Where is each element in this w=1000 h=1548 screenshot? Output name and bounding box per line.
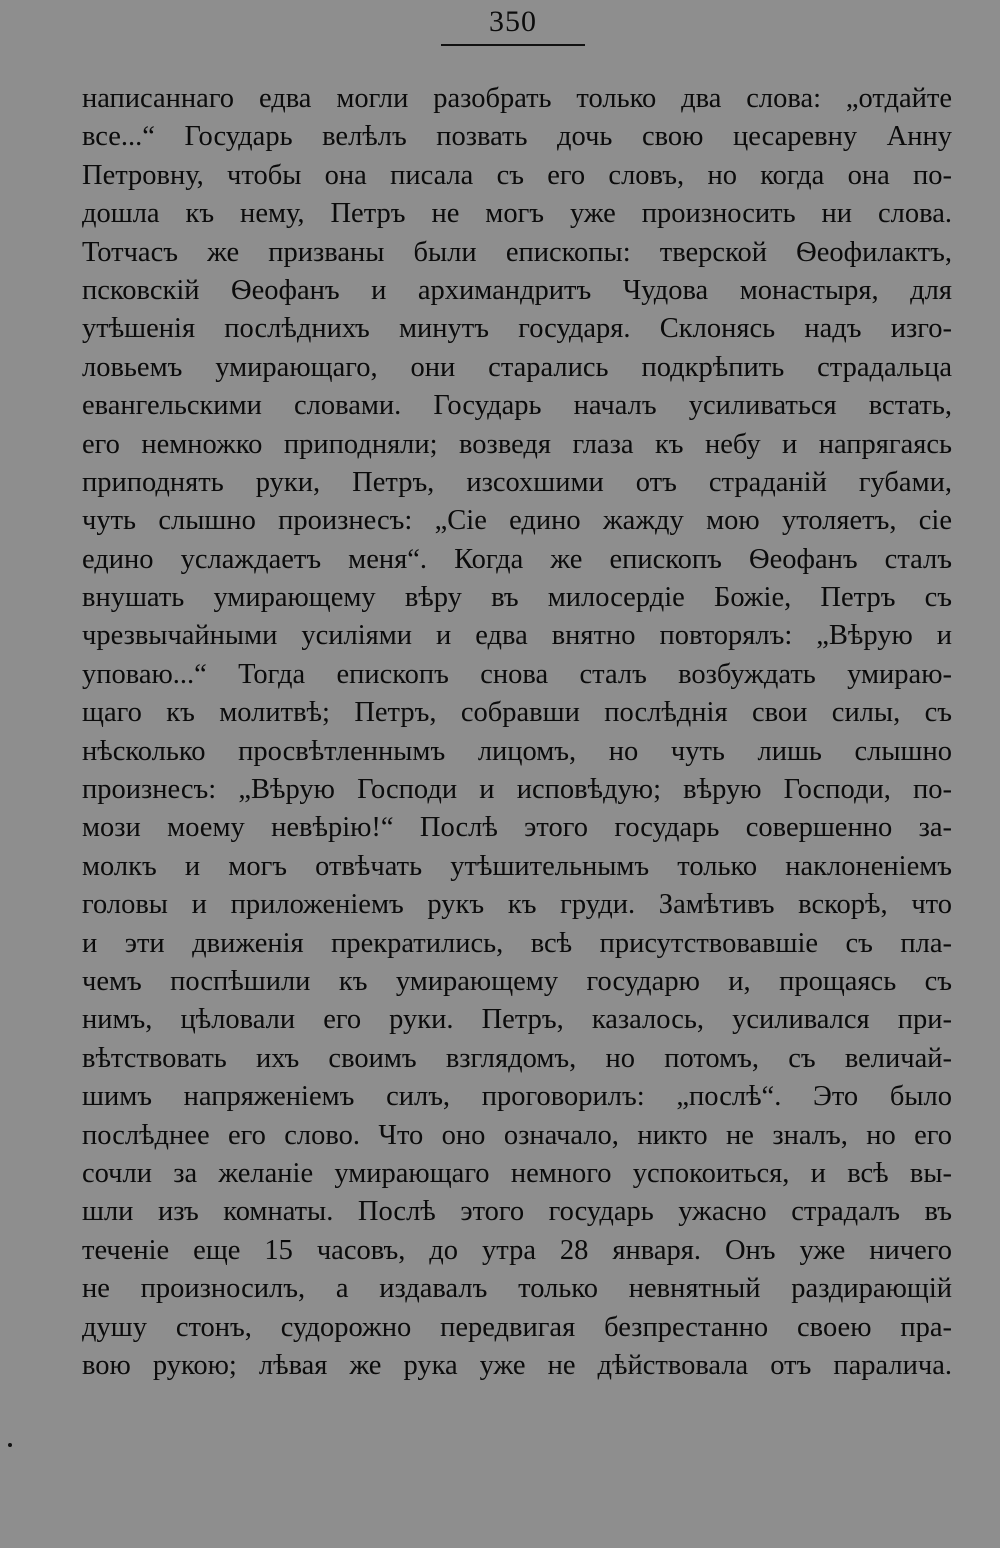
text-line: едино услаждаетъ меня“. Когда же епископъ Ѳеофанъ сталъ	[82, 543, 952, 575]
text-line: вѣтствовать ихъ своимъ взглядомъ, но потомъ, съ величай-	[82, 1042, 952, 1074]
text-line: душу стонъ, судорожно передвигая безпрестанно своею пра-	[82, 1311, 952, 1343]
text-line: Петровну, чтобы она писала съ его словъ, но когда она по-	[82, 159, 952, 191]
text-line: уповаю...“ Тогда епископъ снова сталъ возбуждать умираю-	[82, 658, 952, 690]
text-line: евангельскими словами. Государь началъ усиливаться встать,	[82, 390, 952, 422]
text-line: чуть слышно произнесъ: „Сіе едино жажду мою утоляетъ, сіе	[82, 505, 952, 537]
text-line: сочли за желаніе умирающаго немного успокоиться, и всѣ вы-	[82, 1157, 952, 1189]
header-rule	[441, 44, 585, 46]
text-line: шли изъ комнаты. Послѣ этого государь ужасно страдалъ въ	[82, 1196, 952, 1228]
scan-speck	[8, 1443, 12, 1447]
text-line: не произносилъ, а издавалъ только невнятный раздирающій	[82, 1273, 952, 1305]
text-line: послѣднее его слово. Что оно означало, никто не зналъ, но его	[82, 1119, 952, 1151]
text-line: головы и приложеніемъ рукъ къ груди. Замѣтивъ вскорѣ, что	[82, 889, 952, 921]
text-line: произнесъ: „Вѣрую Господи и исповѣдую; вѣрую Господи, по-	[82, 774, 952, 806]
text-line: приподнять руки, Петръ, изсохшими отъ страданій губами,	[82, 466, 952, 498]
text-line: псковскій Ѳеофанъ и архимандритъ Чудова монастыря, для	[82, 274, 952, 306]
text-line: внушать умирающему вѣру въ милосердіе Божіе, Петръ съ	[82, 582, 952, 614]
body-text	[82, 80, 952, 1385]
text-line: вою рукою; лѣвая же рука уже не дѣйствовала отъ паралича.	[82, 1349, 952, 1381]
text-line: чемъ поспѣшили къ умирающему государю и, прощаясь съ	[82, 965, 952, 997]
text-line: Тотчасъ же призваны были епископы: тверской Ѳеофилактъ,	[82, 236, 952, 268]
text-line: утѣшенія послѣднихъ минутъ государя. Склонясь надъ изго-	[82, 313, 952, 345]
page-number: 350	[489, 5, 537, 38]
text-line: нѣсколько просвѣтленнымъ лицомъ, но чуть лишь слышно	[82, 735, 952, 767]
text-line: шимъ напряженіемъ силъ, проговорилъ: „послѣ“. Это было	[82, 1081, 952, 1113]
text-line: теченіе еще 15 часовъ, до утра 28 января. Онъ уже ничего	[82, 1234, 952, 1266]
text-line: ловьемъ умирающаго, они старались подкрѣпить страдальца	[82, 351, 952, 383]
text-line: и эти движенія прекратились, всѣ присутствовавшіе съ пла-	[82, 927, 952, 959]
text-line: щаго къ молитвѣ; Петръ, собравши послѣднія свои силы, съ	[82, 697, 952, 729]
text-line: чрезвычайными усиліями и едва внятно повторялъ: „Вѣрую и	[82, 620, 952, 652]
text-line: дошла къ нему, Петръ не могъ уже произносить ни слова.	[82, 198, 952, 230]
text-line: мози моему невѣрію!“ Послѣ этого государь совершенно за-	[82, 812, 952, 844]
text-line: нимъ, цѣловали его руки. Петръ, казалось, усиливался при-	[82, 1004, 952, 1036]
text-line: написаннаго едва могли разобрать только два слова: „отдайте	[82, 83, 952, 114]
text-line: его немножко приподняли; возведя глаза къ небу и напрягаясь	[82, 428, 952, 460]
text-line: все...“ Государь велѣлъ позвать дочь свою цесаревну Анну	[82, 121, 952, 153]
text-line: молкъ и могъ отвѣчать утѣшительнымъ только наклоненіемъ	[82, 850, 952, 882]
